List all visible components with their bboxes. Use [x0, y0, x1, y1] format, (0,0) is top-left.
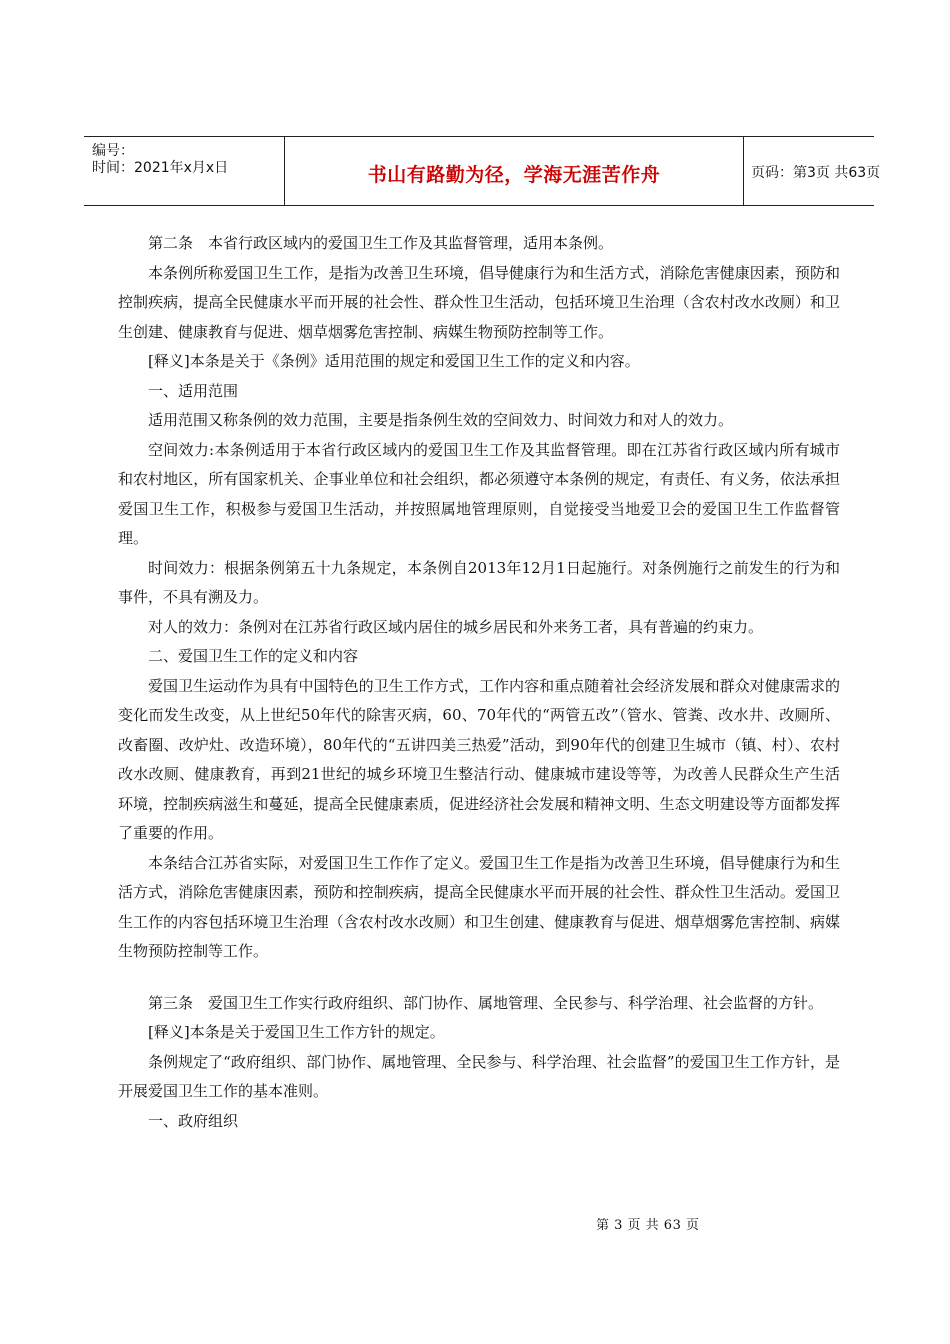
paragraph: 对人的效力：条例对在江苏省行政区域内居住的城乡居民和外来务工者，具有普遍的约束力。 — [148, 617, 764, 636]
paragraph: 爱国卫生运动作为具有中国特色的卫生工作方式，工作内容和重点随着社会经济发展和群众对健康需求的变化而发生改变，从上世纪50年代的除害灭病，60、70年代的“两管五改”（管水、管粪、改水井、改厕所、改畜圈、改炉灶、改造环境），80年代的“五讲四美三热爱”活动，到90年代的创建卫生城市（镇、村）、农村改水改厕、健康教育，再到21世纪的城乡环境卫生整洁行动、健康城市建设等等，为改善人民群众生产生活环境，控制疾病滋生和蔓延，提高全民健康素质，促进经济社会发展和精神文明、生态文明建设等方面都发挥了重要的作用。 — [118, 676, 840, 842]
paragraph-spacer — [118, 967, 840, 989]
document-header — [84, 136, 881, 206]
header-motto-cell — [284, 137, 744, 205]
paragraph: 条例规定了“政府组织、部门协作、属地管理、全民参与、科学治理、社会监督”的爱国卫生工作方针，是开展爱国卫生工作的基本准则。 — [118, 1052, 840, 1100]
section-heading: 二、爱国卫生工作的定义和内容 — [148, 647, 359, 665]
section-heading: 一、政府组织 — [148, 1111, 239, 1130]
page-footer: 第 3 页 共 63 页 — [596, 1218, 700, 1233]
paragraph: 本条例所称爱国卫生工作，是指为改善卫生环境，倡导健康行为和生活方式，消除危害健康因素，预防和控制疾病，提高全民健康水平而开展的社会性、群众性卫生活动，包括环境卫生治理（含农村改水改厕）和卫生创建、健康教育与促进、烟草烟雾危害控制、病媒生物预防控制等工作。 — [118, 263, 840, 341]
header-page-cell — [743, 137, 881, 205]
paragraph: 本条结合江苏省实际，对爱国卫生工作作了定义。爱国卫生工作是指为改善卫生环境，倡导健康行为和生活方式，消除危害健康因素，预防和控制疾病，提高全民健康水平而开展的社会性、群众性卫生活动。爱国卫生工作的内容包括环境卫生治理（含农村改水改厕）和卫生创建、健康教育与促进、烟草烟雾危害控制、病媒生物预防控制等工作。 — [118, 853, 840, 960]
header-meta-cell — [84, 137, 284, 205]
paragraph: 时间效力：根据条例第五十九条规定，本条例自2013年12月1日起施行。对条例施行之前发生的行为和事件，不具有溯及力。 — [118, 558, 840, 606]
motto-text: 书山有路勤为径，学海无涯苦作舟 — [367, 164, 661, 186]
paragraph: [释义]本条是关于《条例》适用范围的规定和爱国卫生工作的定义和内容。 — [148, 352, 640, 370]
section-heading: 一、适用范围 — [148, 381, 239, 400]
paragraph: 空间效力:本条例适用于本省行政区域内的爱国卫生工作及其监督管理。即在江苏省行政区域内所有城市和农村地区，所有国家机关、企事业单位和社会组织，都必须遵守本条例的规定，有责任、有义务，依法承担爱国卫生工作，积极参与爱国卫生活动，并按照属地管理原则，自觉接受当地爱卫会的爱国卫生工作监督管理。 — [118, 440, 840, 547]
paragraph: [释义]本条是关于爱国卫生工作方针的规定。 — [148, 1023, 445, 1041]
document-number-label: 编号： — [92, 143, 134, 159]
document-time-label: 时间：2021年x月x日 — [92, 160, 229, 176]
paragraph: 第二条 本省行政区域内的爱国卫生工作及其监督管理，适用本条例。 — [148, 234, 614, 252]
paragraph: 适用范围又称条例的效力范围，主要是指条例生效的空间效力、时间效力和对人的效力。 — [148, 411, 734, 429]
paragraph: 第三条 爱国卫生工作实行政府组织、部门协作、属地管理、全民参与、科学治理、社会监督的方针。 — [148, 993, 824, 1012]
document-body — [118, 229, 840, 1136]
header-page-info: 页码：第3页 共63页 — [751, 165, 881, 181]
